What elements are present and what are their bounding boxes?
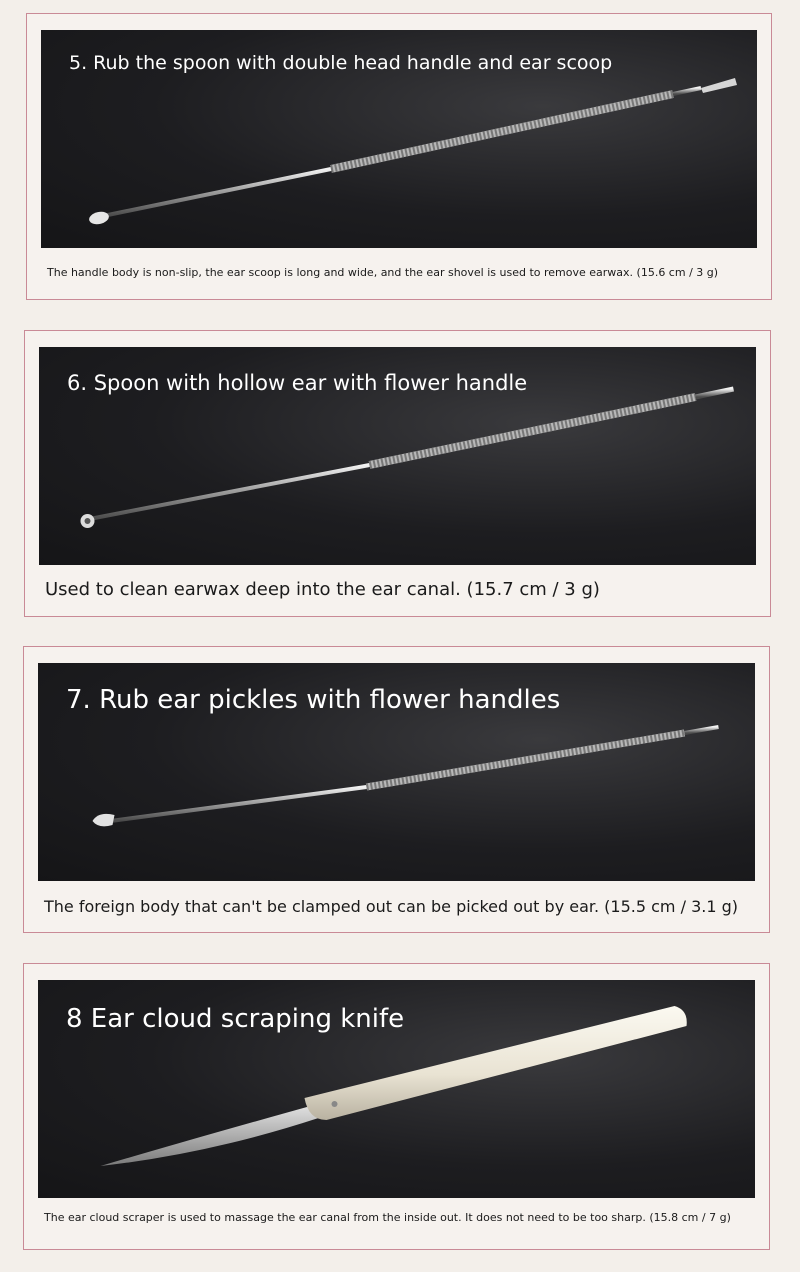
product-photo-6 (39, 347, 756, 565)
section-caption: Used to clean earwax deep into the ear canal. (15.7 cm / 3 g) (45, 579, 600, 600)
section-title: 6. Spoon with hollow ear with flower handle (67, 371, 528, 395)
section-caption: The handle body is non-slip, the ear scoop is long and wide, and the ear shovel is used to remove earwax. (15.6 cm / 3 g) (47, 266, 719, 279)
product-card-7 (23, 646, 770, 933)
product-card-8 (23, 963, 770, 1250)
product-photo-7 (38, 663, 755, 881)
section-title: 8 Ear cloud scraping knife (66, 1004, 405, 1034)
product-photo-5 (41, 30, 757, 248)
section-title: 7. Rub ear pickles with flower handles (66, 685, 561, 715)
section-caption: The ear cloud scraper is used to massage the ear canal from the inside out. It does not need to be too sharp. (15.8 cm / 7 g) (44, 1211, 731, 1224)
section-title: 5. Rub the spoon with double head handle and ear scoop (69, 52, 613, 74)
section-caption: The foreign body that can't be clamped out can be picked out by ear. (15.5 cm / 3.1 g) (44, 897, 738, 916)
product-photo-8 (38, 980, 755, 1198)
product-card-5 (26, 13, 772, 300)
product-card-6 (24, 330, 771, 617)
